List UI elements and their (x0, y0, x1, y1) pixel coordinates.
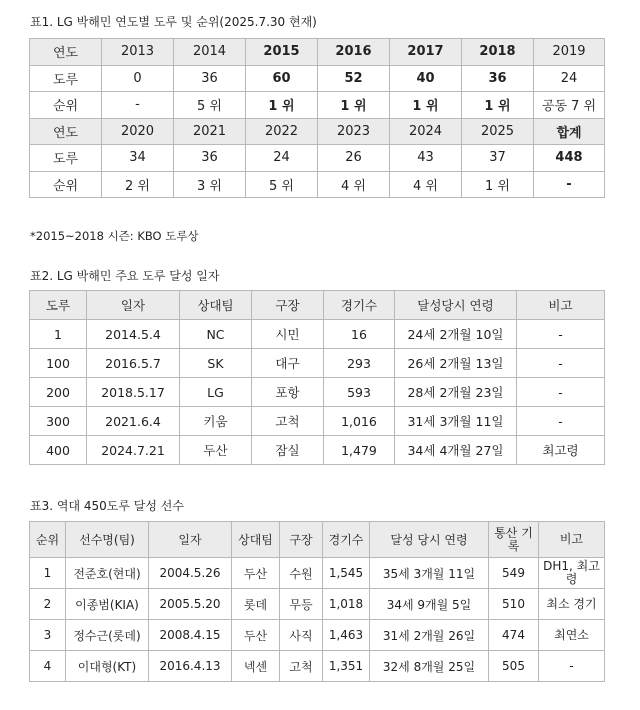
table-cell: 1 (30, 320, 87, 349)
rank-cell: 1 위 (246, 92, 318, 119)
table3-title: 표3. 역대 450도루 달성 선수 (30, 499, 184, 513)
table-cell: 정수근(롯데) (66, 620, 149, 651)
table-row (30, 407, 605, 436)
table-row (30, 320, 605, 349)
column-header: 경기수 (324, 291, 395, 320)
year-cell: 2020 (102, 118, 174, 145)
year-cell: 2014 (174, 39, 246, 66)
rank-cell: - (102, 92, 174, 119)
total-rank-cell: - (534, 171, 605, 198)
table-cell: 고척 (280, 651, 323, 682)
rank-row-2 (30, 171, 605, 198)
year-cell: 2021 (174, 118, 246, 145)
table-cell: 1,351 (323, 651, 370, 682)
year-cell: 2016 (318, 39, 390, 66)
table-cell: 34세 4개월 27일 (395, 436, 517, 465)
year-cell: 2022 (246, 118, 318, 145)
total-header-cell: 합계 (534, 118, 605, 145)
column-header: 비고 (517, 291, 605, 320)
table-cell: 4 (30, 651, 66, 682)
year-cell: 2024 (390, 118, 462, 145)
year-header-row-1 (30, 39, 605, 66)
table-cell: - (517, 378, 605, 407)
table-cell: 32세 8개월 25일 (370, 651, 489, 682)
rank-cell: 3 위 (174, 171, 246, 198)
table1-title: 표1. LG 박해민 연도별 도루 및 순위(2025.7.30 현재) (30, 15, 317, 29)
table-cell: 1,018 (323, 589, 370, 620)
table-cell: 16 (324, 320, 395, 349)
table-cell: 510 (489, 589, 539, 620)
table-cell: 대구 (252, 349, 324, 378)
year-header-row-2 (30, 118, 605, 145)
yearly-steals-table (29, 38, 605, 198)
year-cell: 2019 (534, 39, 605, 66)
table-cell: 1,479 (324, 436, 395, 465)
table-cell: 수원 (280, 558, 323, 589)
column-header: 일자 (87, 291, 180, 320)
table-cell: 505 (489, 651, 539, 682)
table-row (30, 620, 605, 651)
table-cell: - (517, 349, 605, 378)
table-cell: 31세 3개월 11일 (395, 407, 517, 436)
rank-cell: 5 위 (174, 92, 246, 119)
table-cell: 2004.5.26 (149, 558, 232, 589)
column-header: 순위 (30, 522, 66, 558)
table-cell: 28세 2개월 23일 (395, 378, 517, 407)
header-cell: 연도 (30, 118, 102, 145)
year-cell: 2025 (462, 118, 534, 145)
steals-cell: 37 (462, 145, 534, 172)
steals-cell: 60 (246, 65, 318, 92)
table-cell: 고척 (252, 407, 324, 436)
table-cell: 3 (30, 620, 66, 651)
table-cell: 1,463 (323, 620, 370, 651)
table-cell: 두산 (180, 436, 252, 465)
table-cell: 34세 9개월 5일 (370, 589, 489, 620)
table-cell: 1 (30, 558, 66, 589)
table-cell: - (517, 407, 605, 436)
year-cell: 2023 (318, 118, 390, 145)
header-cell: 연도 (30, 39, 102, 66)
career-450-steals-table (29, 521, 605, 682)
column-header: 달성 당시 연령 (370, 522, 489, 558)
table-cell: 이종범(KIA) (66, 589, 149, 620)
table-cell: 100 (30, 349, 87, 378)
table-cell: - (539, 651, 605, 682)
table-cell: 최고령 (517, 436, 605, 465)
steals-cell: 40 (390, 65, 462, 92)
table-cell: 31세 2개월 26일 (370, 620, 489, 651)
column-header: 상대팀 (232, 522, 280, 558)
rank-cell: 2 위 (102, 171, 174, 198)
table1-footnote: *2015~2018 시즌: KBO 도루상 (30, 229, 199, 243)
table-cell: 2008.4.15 (149, 620, 232, 651)
table-cell: NC (180, 320, 252, 349)
rank-cell: 1 위 (318, 92, 390, 119)
table-cell: 최소 경기 (539, 589, 605, 620)
table-row (30, 558, 605, 589)
table-cell: 잠실 (252, 436, 324, 465)
table-cell: 2 (30, 589, 66, 620)
row-label: 순위 (30, 92, 102, 119)
steals-cell: 26 (318, 145, 390, 172)
column-header: 달성당시 연령 (395, 291, 517, 320)
table-cell: 이대형(KT) (66, 651, 149, 682)
table-cell: 1,545 (323, 558, 370, 589)
table-cell: 474 (489, 620, 539, 651)
table-cell: 2005.5.20 (149, 589, 232, 620)
table-cell: 2024.7.21 (87, 436, 180, 465)
table-row (30, 436, 605, 465)
rank-cell: 1 위 (462, 171, 534, 198)
column-header: 통산 기록 (489, 522, 539, 558)
steals-cell: 0 (102, 65, 174, 92)
table-row (30, 378, 605, 407)
table-cell: 롯데 (232, 589, 280, 620)
steals-cell: 34 (102, 145, 174, 172)
milestone-steals-table (29, 290, 605, 465)
table-cell: 시민 (252, 320, 324, 349)
table-cell: 키움 (180, 407, 252, 436)
steals-cell: 36 (174, 65, 246, 92)
table-cell: 26세 2개월 13일 (395, 349, 517, 378)
table-cell: 400 (30, 436, 87, 465)
header-row (30, 522, 605, 558)
table-cell: 200 (30, 378, 87, 407)
rank-cell: 공동 7 위 (534, 92, 605, 119)
table-cell: 2018.5.17 (87, 378, 180, 407)
column-header: 구장 (252, 291, 324, 320)
table-cell: 2016.4.13 (149, 651, 232, 682)
table-row (30, 349, 605, 378)
table-row (30, 651, 605, 682)
steals-cell: 36 (174, 145, 246, 172)
table-cell: 넥센 (232, 651, 280, 682)
steals-cell: 43 (390, 145, 462, 172)
rank-cell: 4 위 (318, 171, 390, 198)
rank-cell: 4 위 (390, 171, 462, 198)
header-row (30, 291, 605, 320)
table-cell: 1,016 (324, 407, 395, 436)
year-cell: 2017 (390, 39, 462, 66)
table-cell: 2021.6.4 (87, 407, 180, 436)
table-cell: LG (180, 378, 252, 407)
column-header: 비고 (539, 522, 605, 558)
column-header: 구장 (280, 522, 323, 558)
row-label: 순위 (30, 171, 102, 198)
steals-cell: 24 (246, 145, 318, 172)
row-label: 도루 (30, 145, 102, 172)
column-header: 일자 (149, 522, 232, 558)
table-cell: 사직 (280, 620, 323, 651)
column-header: 선수명(팀) (66, 522, 149, 558)
steals-row-2 (30, 145, 605, 172)
steals-cell: 36 (462, 65, 534, 92)
table-cell: 549 (489, 558, 539, 589)
row-label: 도루 (30, 65, 102, 92)
rank-cell: 1 위 (462, 92, 534, 119)
table-cell: - (517, 320, 605, 349)
year-cell: 2018 (462, 39, 534, 66)
table-row (30, 589, 605, 620)
rank-row-1 (30, 92, 605, 119)
table-cell: 전준호(현대) (66, 558, 149, 589)
total-steals-cell: 448 (534, 145, 605, 172)
steals-row-1 (30, 65, 605, 92)
table-cell: 포항 (252, 378, 324, 407)
year-cell: 2015 (246, 39, 318, 66)
table-cell: 두산 (232, 620, 280, 651)
table-cell: 35세 3개월 11일 (370, 558, 489, 589)
column-header: 경기수 (323, 522, 370, 558)
table2-title: 표2. LG 박해민 주요 도루 달성 일자 (30, 269, 220, 283)
table-cell: SK (180, 349, 252, 378)
year-cell: 2013 (102, 39, 174, 66)
table-cell: 2016.5.7 (87, 349, 180, 378)
steals-cell: 52 (318, 65, 390, 92)
steals-cell: 24 (534, 65, 605, 92)
table-cell: 293 (324, 349, 395, 378)
table-cell: 두산 (232, 558, 280, 589)
table-cell: 2014.5.4 (87, 320, 180, 349)
column-header: 도루 (30, 291, 87, 320)
column-header: 상대팀 (180, 291, 252, 320)
table-cell: 무등 (280, 589, 323, 620)
table-cell: 593 (324, 378, 395, 407)
table-cell: 300 (30, 407, 87, 436)
rank-cell: 1 위 (390, 92, 462, 119)
rank-cell: 5 위 (246, 171, 318, 198)
table-cell: DH1, 최고령 (539, 558, 605, 589)
table-cell: 최연소 (539, 620, 605, 651)
table-cell: 24세 2개월 10일 (395, 320, 517, 349)
